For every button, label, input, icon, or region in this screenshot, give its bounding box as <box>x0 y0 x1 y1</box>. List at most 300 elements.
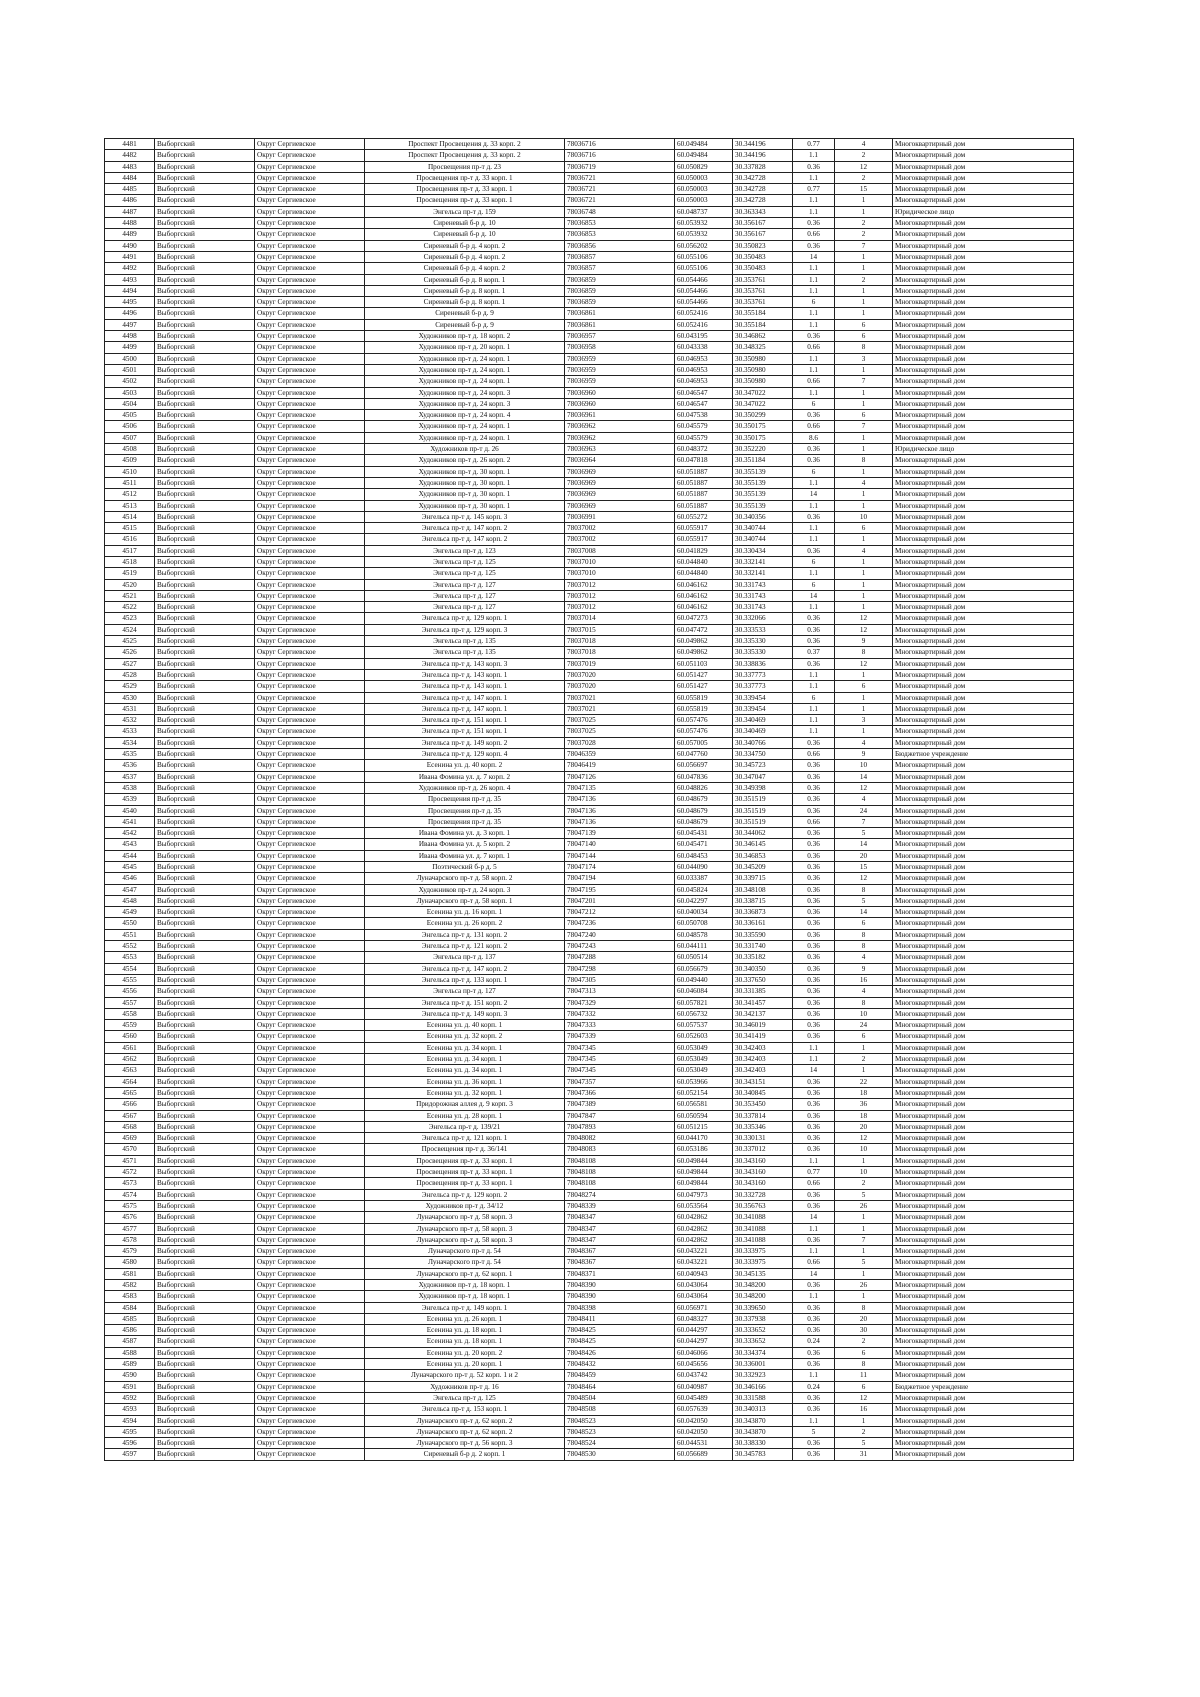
district-cell: Выборгский <box>155 850 255 861</box>
address-cell: Просвещения пр-т д. 33 корп. 1 <box>365 1178 565 1189</box>
object-type-cell: Многоквартирный дом <box>893 1155 1074 1166</box>
municipality-cell: Округ Сергиевское <box>255 828 365 839</box>
count-cell: 2 <box>835 218 893 229</box>
address-cell: Энгельса пр-т д. 145 корп. 3 <box>365 511 565 522</box>
district-cell: Выборгский <box>155 703 255 714</box>
count-cell: 4 <box>835 477 893 488</box>
count-cell: 8 <box>835 941 893 952</box>
count-cell: 1 <box>835 590 893 601</box>
code-cell: 78048464 <box>565 1381 675 1392</box>
district-cell: Выборгский <box>155 534 255 545</box>
latitude-cell: 60.051215 <box>675 1121 733 1132</box>
code-cell: 78036959 <box>565 353 675 364</box>
volume-cell: 6 <box>793 692 835 703</box>
latitude-cell: 60.056732 <box>675 1008 733 1019</box>
object-type-cell: Многоквартирный дом <box>893 1392 1074 1403</box>
code-cell: 78047236 <box>565 918 675 929</box>
district-cell: Выборгский <box>155 1031 255 1042</box>
code-cell: 78037012 <box>565 602 675 613</box>
row-number-cell: 4501 <box>105 364 155 375</box>
longitude-cell: 30.340350 <box>733 963 793 974</box>
latitude-cell: 60.047760 <box>675 749 733 760</box>
object-type-cell: Юридическое лицо <box>893 206 1074 217</box>
municipality-cell: Округ Сергиевское <box>255 1031 365 1042</box>
row-number-cell: 4556 <box>105 986 155 997</box>
count-cell: 1 <box>835 568 893 579</box>
row-number-cell: 4587 <box>105 1336 155 1347</box>
table-row <box>105 1370 1074 1381</box>
address-cell: Луначарского пр-т д. 62 корп. 1 <box>365 1268 565 1279</box>
municipality-cell: Округ Сергиевское <box>255 556 365 567</box>
district-cell: Выборгский <box>155 692 255 703</box>
municipality-cell: Округ Сергиевское <box>255 974 365 985</box>
address-cell: Художников пр-т д. 18 корп. 1 <box>365 1291 565 1302</box>
latitude-cell: 60.053564 <box>675 1200 733 1211</box>
object-type-cell: Многоквартирный дом <box>893 647 1074 658</box>
district-cell: Выборгский <box>155 997 255 1008</box>
latitude-cell: 60.045471 <box>675 839 733 850</box>
code-cell: 78036963 <box>565 444 675 455</box>
longitude-cell: 30.333975 <box>733 1246 793 1257</box>
object-type-cell: Многоквартирный дом <box>893 1054 1074 1065</box>
count-cell: 4 <box>835 139 893 150</box>
object-type-cell: Многоквартирный дом <box>893 421 1074 432</box>
row-number-cell: 4529 <box>105 681 155 692</box>
table-row <box>105 1246 1074 1257</box>
row-number-cell: 4533 <box>105 726 155 737</box>
latitude-cell: 60.053932 <box>675 229 733 240</box>
address-cell: Есенина ул. д. 26 корп. 1 <box>365 1313 565 1324</box>
row-number-cell: 4572 <box>105 1167 155 1178</box>
count-cell: 1 <box>835 1415 893 1426</box>
volume-cell: 1.1 <box>793 353 835 364</box>
latitude-cell: 60.053049 <box>675 1065 733 1076</box>
latitude-cell: 60.044531 <box>675 1438 733 1449</box>
longitude-cell: 30.342403 <box>733 1042 793 1053</box>
object-type-cell: Многоквартирный дом <box>893 1200 1074 1211</box>
longitude-cell: 30.353761 <box>733 285 793 296</box>
count-cell: 1 <box>835 285 893 296</box>
latitude-cell: 60.053966 <box>675 1076 733 1087</box>
district-cell: Выборгский <box>155 545 255 556</box>
table-row <box>105 1347 1074 1358</box>
count-cell: 6 <box>835 1381 893 1392</box>
municipality-cell: Округ Сергиевское <box>255 850 365 861</box>
district-cell: Выборгский <box>155 828 255 839</box>
code-cell: 78037020 <box>565 681 675 692</box>
district-cell: Выборгский <box>155 172 255 183</box>
table-row <box>105 1144 1074 1155</box>
longitude-cell: 30.337828 <box>733 161 793 172</box>
row-number-cell: 4567 <box>105 1110 155 1121</box>
volume-cell: 0.36 <box>793 1325 835 1336</box>
count-cell: 6 <box>835 1031 893 1042</box>
count-cell: 14 <box>835 771 893 782</box>
table-row <box>105 681 1074 692</box>
district-cell: Выборгский <box>155 726 255 737</box>
volume-cell: 0.36 <box>793 1359 835 1370</box>
volume-cell: 1.1 <box>793 602 835 613</box>
longitude-cell: 30.341088 <box>733 1212 793 1223</box>
municipality-cell: Округ Сергиевское <box>255 624 365 635</box>
count-cell: 9 <box>835 963 893 974</box>
longitude-cell: 30.340356 <box>733 511 793 522</box>
district-cell: Выборгский <box>155 1291 255 1302</box>
district-cell: Выборгский <box>155 669 255 680</box>
address-cell: Луначарского пр-т д. 58 корп. 3 <box>365 1234 565 1245</box>
count-cell: 4 <box>835 737 893 748</box>
municipality-cell: Округ Сергиевское <box>255 1133 365 1144</box>
row-number-cell: 4553 <box>105 952 155 963</box>
row-number-cell: 4562 <box>105 1054 155 1065</box>
table-row <box>105 1257 1074 1268</box>
longitude-cell: 30.343160 <box>733 1155 793 1166</box>
code-cell: 78047389 <box>565 1099 675 1110</box>
longitude-cell: 30.347022 <box>733 387 793 398</box>
table-row <box>105 195 1074 206</box>
latitude-cell: 60.056689 <box>675 1449 733 1460</box>
municipality-cell: Округ Сергиевское <box>255 1200 365 1211</box>
object-type-cell: Многоквартирный дом <box>893 1404 1074 1415</box>
address-cell: Есенина ул. д. 26 корп. 2 <box>365 918 565 929</box>
code-cell: 78047139 <box>565 828 675 839</box>
code-cell: 78036969 <box>565 466 675 477</box>
row-number-cell: 4510 <box>105 466 155 477</box>
longitude-cell: 30.340744 <box>733 534 793 545</box>
volume-cell: 0.36 <box>793 873 835 884</box>
row-number-cell: 4536 <box>105 760 155 771</box>
count-cell: 20 <box>835 1313 893 1324</box>
latitude-cell: 60.043195 <box>675 331 733 342</box>
object-type-cell: Многоквартирный дом <box>893 1359 1074 1370</box>
longitude-cell: 30.339650 <box>733 1302 793 1313</box>
count-cell: 1 <box>835 1223 893 1234</box>
row-number-cell: 4489 <box>105 229 155 240</box>
address-cell: Просвещения пр-т д. 33 корп. 1 <box>365 184 565 195</box>
address-cell: Энгельса пр-т д. 125 <box>365 1392 565 1403</box>
count-cell: 7 <box>835 240 893 251</box>
object-type-cell: Многоквартирный дом <box>893 364 1074 375</box>
count-cell: 9 <box>835 636 893 647</box>
district-cell: Выборгский <box>155 139 255 150</box>
latitude-cell: 60.049844 <box>675 1155 733 1166</box>
latitude-cell: 60.046953 <box>675 364 733 375</box>
volume-cell: 0.36 <box>793 1302 835 1313</box>
object-type-cell: Многоквартирный дом <box>893 782 1074 793</box>
latitude-cell: 60.047836 <box>675 771 733 782</box>
municipality-cell: Округ Сергиевское <box>255 1438 365 1449</box>
table-row <box>105 172 1074 183</box>
count-cell: 1 <box>835 534 893 545</box>
row-number-cell: 4505 <box>105 410 155 421</box>
latitude-cell: 60.052154 <box>675 1087 733 1098</box>
count-cell: 2 <box>835 1336 893 1347</box>
volume-cell: 0.77 <box>793 1167 835 1178</box>
count-cell: 7 <box>835 376 893 387</box>
municipality-cell: Округ Сергиевское <box>255 1347 365 1358</box>
object-type-cell: Многоквартирный дом <box>893 929 1074 940</box>
code-cell: 78036962 <box>565 421 675 432</box>
table-row <box>105 285 1074 296</box>
municipality-cell: Округ Сергиевское <box>255 1155 365 1166</box>
district-cell: Выборгский <box>155 952 255 963</box>
district-cell: Выборгский <box>155 319 255 330</box>
row-number-cell: 4578 <box>105 1234 155 1245</box>
longitude-cell: 30.342728 <box>733 184 793 195</box>
table-row <box>105 444 1074 455</box>
latitude-cell: 60.043064 <box>675 1291 733 1302</box>
municipality-cell: Округ Сергиевское <box>255 195 365 206</box>
count-cell: 1 <box>835 703 893 714</box>
volume-cell: 0.36 <box>793 1313 835 1324</box>
address-cell: Сиреневый б-р д. 9 <box>365 308 565 319</box>
table-row <box>105 816 1074 827</box>
longitude-cell: 30.351184 <box>733 455 793 466</box>
table-row <box>105 410 1074 421</box>
table-row <box>105 1279 1074 1290</box>
code-cell: 78047240 <box>565 929 675 940</box>
object-type-cell: Многоквартирный дом <box>893 579 1074 590</box>
code-cell: 78037021 <box>565 703 675 714</box>
count-cell: 8 <box>835 647 893 658</box>
volume-cell: 0.36 <box>793 839 835 850</box>
code-cell: 78048411 <box>565 1313 675 1324</box>
municipality-cell: Округ Сергиевское <box>255 1087 365 1098</box>
volume-cell: 1.1 <box>793 523 835 534</box>
object-type-cell: Многоквартирный дом <box>893 534 1074 545</box>
address-cell: Энгельса пр-т д. 147 корп. 1 <box>365 692 565 703</box>
table-row <box>105 1234 1074 1245</box>
latitude-cell: 60.055106 <box>675 251 733 262</box>
longitude-cell: 30.344062 <box>733 828 793 839</box>
count-cell: 6 <box>835 523 893 534</box>
municipality-cell: Округ Сергиевское <box>255 150 365 161</box>
longitude-cell: 30.340766 <box>733 737 793 748</box>
code-cell: 78036716 <box>565 150 675 161</box>
latitude-cell: 60.053049 <box>675 1054 733 1065</box>
code-cell: 78047345 <box>565 1042 675 1053</box>
latitude-cell: 60.040034 <box>675 907 733 918</box>
count-cell: 2 <box>835 172 893 183</box>
longitude-cell: 30.350823 <box>733 240 793 251</box>
row-number-cell: 4524 <box>105 624 155 635</box>
table-row <box>105 1031 1074 1042</box>
district-cell: Выборгский <box>155 218 255 229</box>
latitude-cell: 60.057005 <box>675 737 733 748</box>
district-cell: Выборгский <box>155 1087 255 1098</box>
volume-cell: 0.36 <box>793 624 835 635</box>
volume-cell: 1.1 <box>793 387 835 398</box>
count-cell: 6 <box>835 918 893 929</box>
object-type-cell: Многоквартирный дом <box>893 161 1074 172</box>
district-cell: Выборгский <box>155 150 255 161</box>
table-row <box>105 952 1074 963</box>
row-number-cell: 4490 <box>105 240 155 251</box>
district-cell: Выборгский <box>155 1155 255 1166</box>
count-cell: 1 <box>835 466 893 477</box>
table-row <box>105 941 1074 952</box>
longitude-cell: 30.349398 <box>733 782 793 793</box>
district-cell: Выборгский <box>155 963 255 974</box>
address-cell: Энгельса пр-т д. 149 корп. 3 <box>365 1008 565 1019</box>
latitude-cell: 60.048679 <box>675 816 733 827</box>
address-cell: Просвещения пр-т д. 35 <box>365 816 565 827</box>
count-cell: 18 <box>835 1110 893 1121</box>
address-cell: Художников пр-т д. 24 корп. 1 <box>365 376 565 387</box>
table-row <box>105 161 1074 172</box>
volume-cell: 1.1 <box>793 1054 835 1065</box>
code-cell: 78048367 <box>565 1246 675 1257</box>
latitude-cell: 60.044170 <box>675 1133 733 1144</box>
longitude-cell: 30.352220 <box>733 444 793 455</box>
latitude-cell: 60.044297 <box>675 1325 733 1336</box>
latitude-cell: 60.048679 <box>675 794 733 805</box>
longitude-cell: 30.341088 <box>733 1234 793 1245</box>
address-cell: Есенина ул. д. 18 корп. 1 <box>365 1336 565 1347</box>
count-cell: 8 <box>835 997 893 1008</box>
row-number-cell: 4491 <box>105 251 155 262</box>
longitude-cell: 30.330434 <box>733 545 793 556</box>
count-cell: 1 <box>835 308 893 319</box>
district-cell: Выборгский <box>155 884 255 895</box>
municipality-cell: Округ Сергиевское <box>255 1144 365 1155</box>
code-cell: 78048371 <box>565 1268 675 1279</box>
address-cell: Художников пр-т д. 30 корп. 1 <box>365 489 565 500</box>
row-number-cell: 4506 <box>105 421 155 432</box>
address-cell: Художников пр-т д. 26 корп. 4 <box>365 782 565 793</box>
object-type-cell: Многоквартирный дом <box>893 139 1074 150</box>
row-number-cell: 4596 <box>105 1438 155 1449</box>
latitude-cell: 60.053932 <box>675 218 733 229</box>
row-number-cell: 4538 <box>105 782 155 793</box>
address-cell: Просвещения пр-т д. 35 <box>365 794 565 805</box>
district-cell: Выборгский <box>155 805 255 816</box>
address-cell: Поэтический б-р д. 5 <box>365 862 565 873</box>
count-cell: 2 <box>835 229 893 240</box>
count-cell: 8 <box>835 1302 893 1313</box>
row-number-cell: 4528 <box>105 669 155 680</box>
latitude-cell: 60.044090 <box>675 862 733 873</box>
row-number-cell: 4550 <box>105 918 155 929</box>
object-type-cell: Многоквартирный дом <box>893 760 1074 771</box>
count-cell: 1 <box>835 432 893 443</box>
row-number-cell: 4584 <box>105 1302 155 1313</box>
code-cell: 78037012 <box>565 579 675 590</box>
address-cell: Есенина ул. д. 16 корп. 1 <box>365 907 565 918</box>
object-type-cell: Многоквартирный дом <box>893 873 1074 884</box>
address-cell: Энгельса пр-т д. 135 <box>365 647 565 658</box>
code-cell: 78047329 <box>565 997 675 1008</box>
table-row <box>105 534 1074 545</box>
latitude-cell: 60.057476 <box>675 715 733 726</box>
row-number-cell: 4540 <box>105 805 155 816</box>
district-cell: Выборгский <box>155 1178 255 1189</box>
row-number-cell: 4560 <box>105 1031 155 1042</box>
longitude-cell: 30.351519 <box>733 816 793 827</box>
table-row <box>105 240 1074 251</box>
municipality-cell: Округ Сергиевское <box>255 760 365 771</box>
table-row <box>105 489 1074 500</box>
count-cell: 14 <box>835 907 893 918</box>
municipality-cell: Округ Сергиевское <box>255 1223 365 1234</box>
municipality-cell: Округ Сергиевское <box>255 1099 365 1110</box>
object-type-cell: Многоквартирный дом <box>893 1076 1074 1087</box>
code-cell: 78047212 <box>565 907 675 918</box>
district-cell: Выборгский <box>155 941 255 952</box>
municipality-cell: Округ Сергиевское <box>255 952 365 963</box>
row-number-cell: 4574 <box>105 1189 155 1200</box>
address-cell: Энгельса пр-т д. 121 корп. 2 <box>365 941 565 952</box>
volume-cell: 0.36 <box>793 1144 835 1155</box>
count-cell: 20 <box>835 1121 893 1132</box>
object-type-cell: Многоквартирный дом <box>893 1189 1074 1200</box>
latitude-cell: 60.042050 <box>675 1426 733 1437</box>
longitude-cell: 30.336001 <box>733 1359 793 1370</box>
latitude-cell: 60.055819 <box>675 692 733 703</box>
code-cell: 78047332 <box>565 1008 675 1019</box>
count-cell: 1 <box>835 364 893 375</box>
object-type-cell: Многоквартирный дом <box>893 297 1074 308</box>
object-type-cell: Многоквартирный дом <box>893 308 1074 319</box>
object-type-cell: Многоквартирный дом <box>893 455 1074 466</box>
district-cell: Выборгский <box>155 444 255 455</box>
longitude-cell: 30.335182 <box>733 952 793 963</box>
count-cell: 31 <box>835 1449 893 1460</box>
table-row <box>105 602 1074 613</box>
longitude-cell: 30.353761 <box>733 274 793 285</box>
volume-cell: 0.77 <box>793 139 835 150</box>
row-number-cell: 4514 <box>105 511 155 522</box>
address-cell: Есенина ул. д. 34 корп. 1 <box>365 1042 565 1053</box>
latitude-cell: 60.054466 <box>675 285 733 296</box>
count-cell: 5 <box>835 895 893 906</box>
object-type-cell: Многоквартирный дом <box>893 500 1074 511</box>
district-cell: Выборгский <box>155 647 255 658</box>
volume-cell: 14 <box>793 1268 835 1279</box>
volume-cell: 1.1 <box>793 1223 835 1234</box>
object-type-cell: Многоквартирный дом <box>893 1223 1074 1234</box>
latitude-cell: 60.047818 <box>675 455 733 466</box>
code-cell: 78048082 <box>565 1133 675 1144</box>
code-cell: 78046419 <box>565 760 675 771</box>
row-number-cell: 4502 <box>105 376 155 387</box>
object-type-cell: Многоквартирный дом <box>893 1279 1074 1290</box>
object-type-cell: Многоквартирный дом <box>893 556 1074 567</box>
row-number-cell: 4482 <box>105 150 155 161</box>
address-cell: Сиреневый б-р д. 4 корп. 2 <box>365 240 565 251</box>
address-cell: Есенина ул. д. 40 корп. 1 <box>365 1020 565 1031</box>
longitude-cell: 30.356763 <box>733 1200 793 1211</box>
latitude-cell: 60.044297 <box>675 1336 733 1347</box>
count-cell: 7 <box>835 816 893 827</box>
district-cell: Выборгский <box>155 1359 255 1370</box>
address-cell: Просвещения пр-т д. 33 корп. 1 <box>365 1155 565 1166</box>
municipality-cell: Округ Сергиевское <box>255 353 365 364</box>
volume-cell: 0.24 <box>793 1381 835 1392</box>
table-row <box>105 1076 1074 1087</box>
address-cell: Художников пр-т д. 24 корп. 3 <box>365 884 565 895</box>
address-cell: Энгельса пр-т д. 127 <box>365 590 565 601</box>
longitude-cell: 30.336873 <box>733 907 793 918</box>
district-cell: Выборгский <box>155 613 255 624</box>
count-cell: 26 <box>835 1279 893 1290</box>
count-cell: 12 <box>835 613 893 624</box>
volume-cell: 1.1 <box>793 1370 835 1381</box>
longitude-cell: 30.337773 <box>733 669 793 680</box>
code-cell: 78036719 <box>565 161 675 172</box>
volume-cell: 1.1 <box>793 703 835 714</box>
row-number-cell: 4516 <box>105 534 155 545</box>
